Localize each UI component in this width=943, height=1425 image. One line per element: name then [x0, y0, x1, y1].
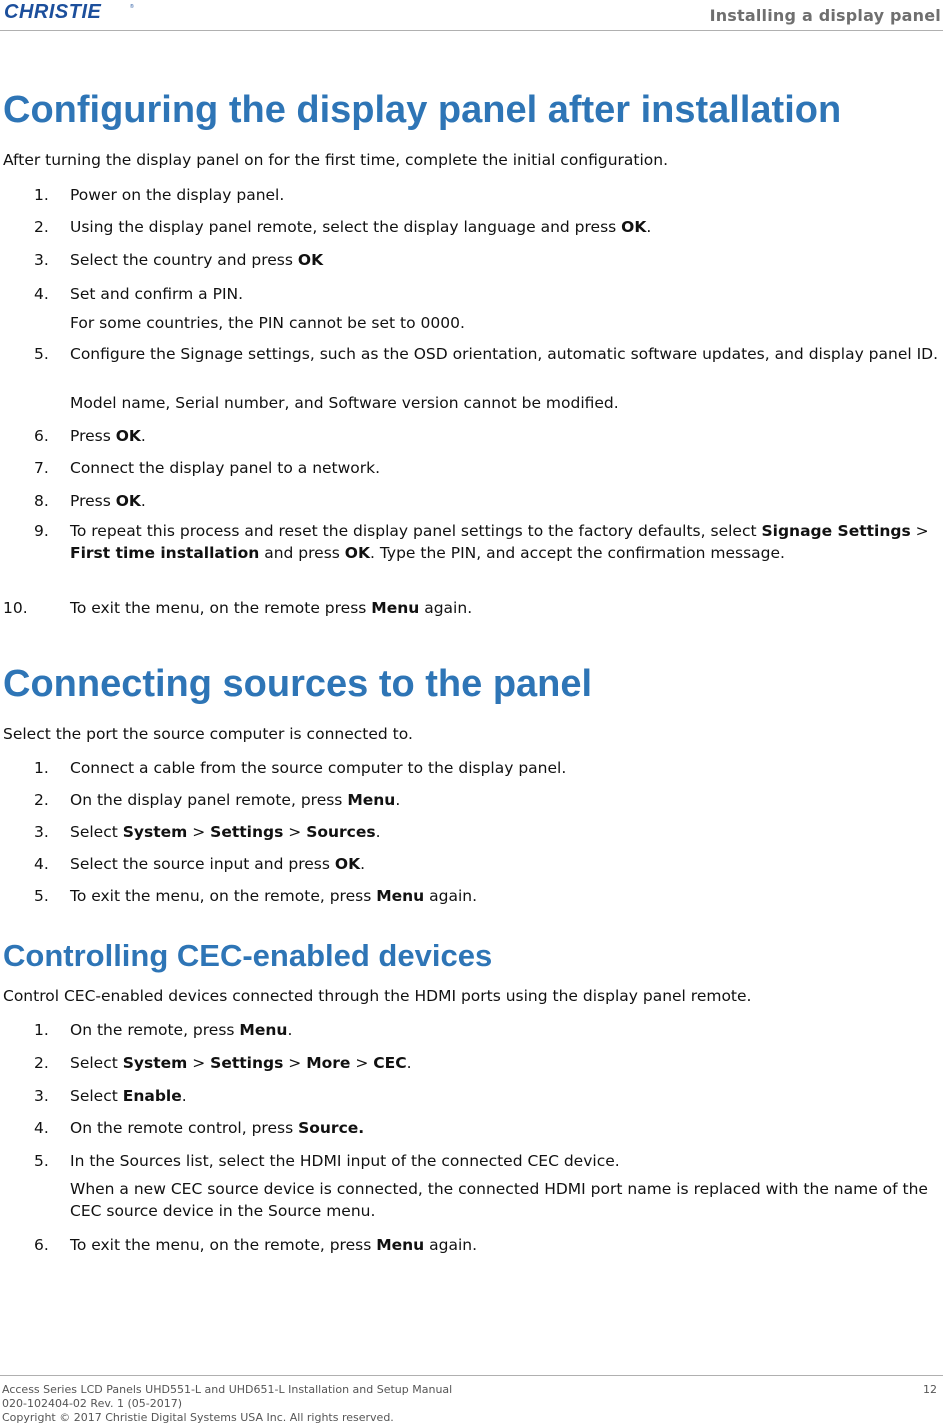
step-number: 2. — [34, 791, 49, 809]
header-divider — [0, 30, 943, 31]
step-ui-term: Menu — [376, 1236, 425, 1254]
step-number: 1. — [34, 759, 49, 777]
step-text-part: Select — [70, 1054, 123, 1072]
step-number: 5. — [34, 1152, 49, 1170]
heading-connecting-sources: Connecting sources to the panel — [3, 663, 593, 705]
step-note: For some countries, the PIN cannot be set to 0000. — [70, 314, 465, 332]
step-text-part: . — [140, 492, 146, 510]
step-text-part: Select — [70, 1087, 123, 1105]
step-text-part: . — [140, 427, 146, 445]
christie-logo — [4, 1, 138, 21]
page-header — [0, 0, 943, 32]
step-number: 5. — [34, 887, 49, 905]
step-text — [70, 1052, 940, 1074]
step-ui-term: OK — [334, 855, 361, 873]
svg-text:CHRISTIE: CHRISTIE — [4, 1, 102, 21]
step-text — [70, 821, 940, 843]
step-text-part: To exit the menu, on the remote, press — [70, 1236, 377, 1254]
footer-divider — [0, 1375, 943, 1376]
step-text-part: . — [395, 791, 401, 809]
step-number: 3. — [34, 1087, 49, 1105]
step-text — [70, 789, 940, 811]
step-text-part: . — [181, 1087, 187, 1105]
step-text — [70, 490, 940, 512]
step-number: 3. — [34, 823, 49, 841]
step-text-part: Set and confirm a PIN. — [70, 285, 244, 303]
step-ui-term: Settings — [210, 823, 284, 841]
step-text — [70, 184, 940, 206]
step-text-part: To repeat this process and reset the display panel settings to the factory defaults, select — [70, 522, 762, 540]
step-text-part: To exit the menu, on the remote press — [70, 599, 372, 617]
step-ui-term: OK — [344, 544, 370, 562]
step-text-part: Configure the Signage settings, such as the OSD orientation, automatic software updates, and display panel ID. — [70, 345, 939, 363]
step-ui-term: Enable — [122, 1087, 182, 1105]
svg-text:®: ® — [130, 4, 134, 10]
step-text-part: . Type the PIN, and accept the confirmation message. — [369, 544, 785, 562]
step-ui-term: Signage Settings — [761, 522, 911, 540]
step-text-part: again. — [419, 599, 473, 617]
step-text — [70, 757, 940, 779]
step-ui-term: Sources — [306, 823, 376, 841]
step-text — [70, 1150, 940, 1172]
step-text — [70, 597, 940, 619]
step-text-part: . — [287, 1021, 293, 1039]
step-ui-term: Source. — [298, 1119, 365, 1137]
step-text-part: . — [406, 1054, 412, 1072]
step-text-part: Using the display panel remote, select the display language and press — [70, 218, 622, 236]
step-ui-term: Menu — [376, 887, 425, 905]
step-ui-term: OK — [115, 492, 141, 510]
step-number: 6. — [34, 1236, 49, 1254]
step-text — [70, 853, 940, 875]
step-text-part: . — [375, 823, 381, 841]
step-number: 2. — [34, 218, 49, 236]
heading-cec: Controlling CEC-enabled devices — [3, 938, 493, 973]
step-text — [70, 1234, 940, 1256]
step-ui-term: Settings — [210, 1054, 284, 1072]
step-number: 2. — [34, 1054, 49, 1072]
step-text-part: On the remote, press — [70, 1021, 240, 1039]
step-ui-term: CEC — [373, 1054, 407, 1072]
step-ui-term: OK — [297, 251, 324, 269]
step-ui-term: OK — [621, 218, 647, 236]
step-text-part: Power on the display panel. — [70, 186, 285, 204]
intro-cec: Control CEC-enabled devices connected through the HDMI ports using the display panel remote. — [3, 987, 752, 1005]
header-title: Installing a display panel — [709, 6, 941, 25]
step-ui-term: First time installation — [70, 544, 260, 562]
step-number: 1. — [34, 1021, 49, 1039]
step-text-part: . — [646, 218, 652, 236]
step-text-part: > — [283, 1054, 307, 1072]
step-number: 4. — [34, 285, 49, 303]
step-ui-term: System — [122, 1054, 188, 1072]
step-text-part: Press — [70, 427, 116, 445]
step-text-part: . — [360, 855, 366, 873]
intro-connecting-sources: Select the port the source computer is connected to. — [3, 725, 413, 743]
step-text — [70, 343, 940, 365]
step-text — [70, 216, 940, 238]
step-text-part: > — [283, 823, 307, 841]
step-text — [70, 249, 940, 271]
step-note: When a new CEC source device is connected, the connected HDMI port name is replaced with the name of the CEC source device in the Source menu. — [70, 1180, 928, 1220]
step-text-part: On the remote control, press — [70, 1119, 299, 1137]
step-text-part: To exit the menu, on the remote, press — [70, 887, 377, 905]
step-text-part: again. — [424, 887, 478, 905]
step-number: 7. — [34, 459, 49, 477]
step-ui-term: Menu — [239, 1021, 288, 1039]
step-text — [70, 457, 940, 479]
step-text-part: Connect a cable from the source computer to the display panel. — [70, 759, 567, 777]
step-text — [70, 1117, 940, 1139]
heading-configuring: Configuring the display panel after installation — [3, 89, 842, 131]
step-ui-term: Menu — [347, 791, 396, 809]
step-text-part: In the Sources list, select the HDMI input of the connected CEC device. — [70, 1152, 620, 1170]
step-text — [70, 885, 940, 907]
step-text-part: Select the source input and press — [70, 855, 335, 873]
step-number: 8. — [34, 492, 49, 510]
step-text-part: Select the country and press — [70, 251, 298, 269]
step-number: 4. — [34, 855, 49, 873]
step-number: 10. — [3, 599, 28, 617]
step-text-part: On the display panel remote, press — [70, 791, 348, 809]
step-ui-term: OK — [115, 427, 141, 445]
intro-configuring: After turning the display panel on for the first time, complete the initial configuration. — [3, 151, 669, 169]
step-ui-term: More — [306, 1054, 351, 1072]
footer-copyright: Copyright © 2017 Christie Digital Systems USA Inc. All rights reserved. — [2, 1411, 394, 1424]
step-ui-term: System — [122, 823, 188, 841]
footer-doc-number: 020-102404-02 Rev. 1 (05-2017) — [2, 1397, 183, 1410]
step-text-part: and press — [259, 544, 345, 562]
step-text — [70, 1085, 940, 1107]
step-text-part: > — [187, 823, 211, 841]
step-text-part: Press — [70, 492, 116, 510]
step-text — [70, 520, 940, 564]
step-ui-term: Menu — [371, 599, 420, 617]
step-number: 9. — [34, 522, 49, 540]
step-text-part: > — [350, 1054, 374, 1072]
step-text-part: > — [187, 1054, 211, 1072]
page-number: 12 — [923, 1383, 937, 1396]
step-note: Model name, Serial number, and Software version cannot be modified. — [70, 394, 619, 412]
step-text-part: Connect the display panel to a network. — [70, 459, 381, 477]
step-number: 4. — [34, 1119, 49, 1137]
step-number: 5. — [34, 345, 49, 363]
step-number: 1. — [34, 186, 49, 204]
step-text — [70, 1019, 940, 1041]
step-text — [70, 425, 940, 447]
step-text-part: > — [910, 522, 929, 540]
step-number: 6. — [34, 427, 49, 445]
step-number: 3. — [34, 251, 49, 269]
step-text-part: again. — [424, 1236, 478, 1254]
footer-manual-title: Access Series LCD Panels UHD551-L and UHD651-L Installation and Setup Manual — [2, 1383, 453, 1396]
step-text — [70, 283, 940, 305]
step-text-part: Select — [70, 823, 123, 841]
